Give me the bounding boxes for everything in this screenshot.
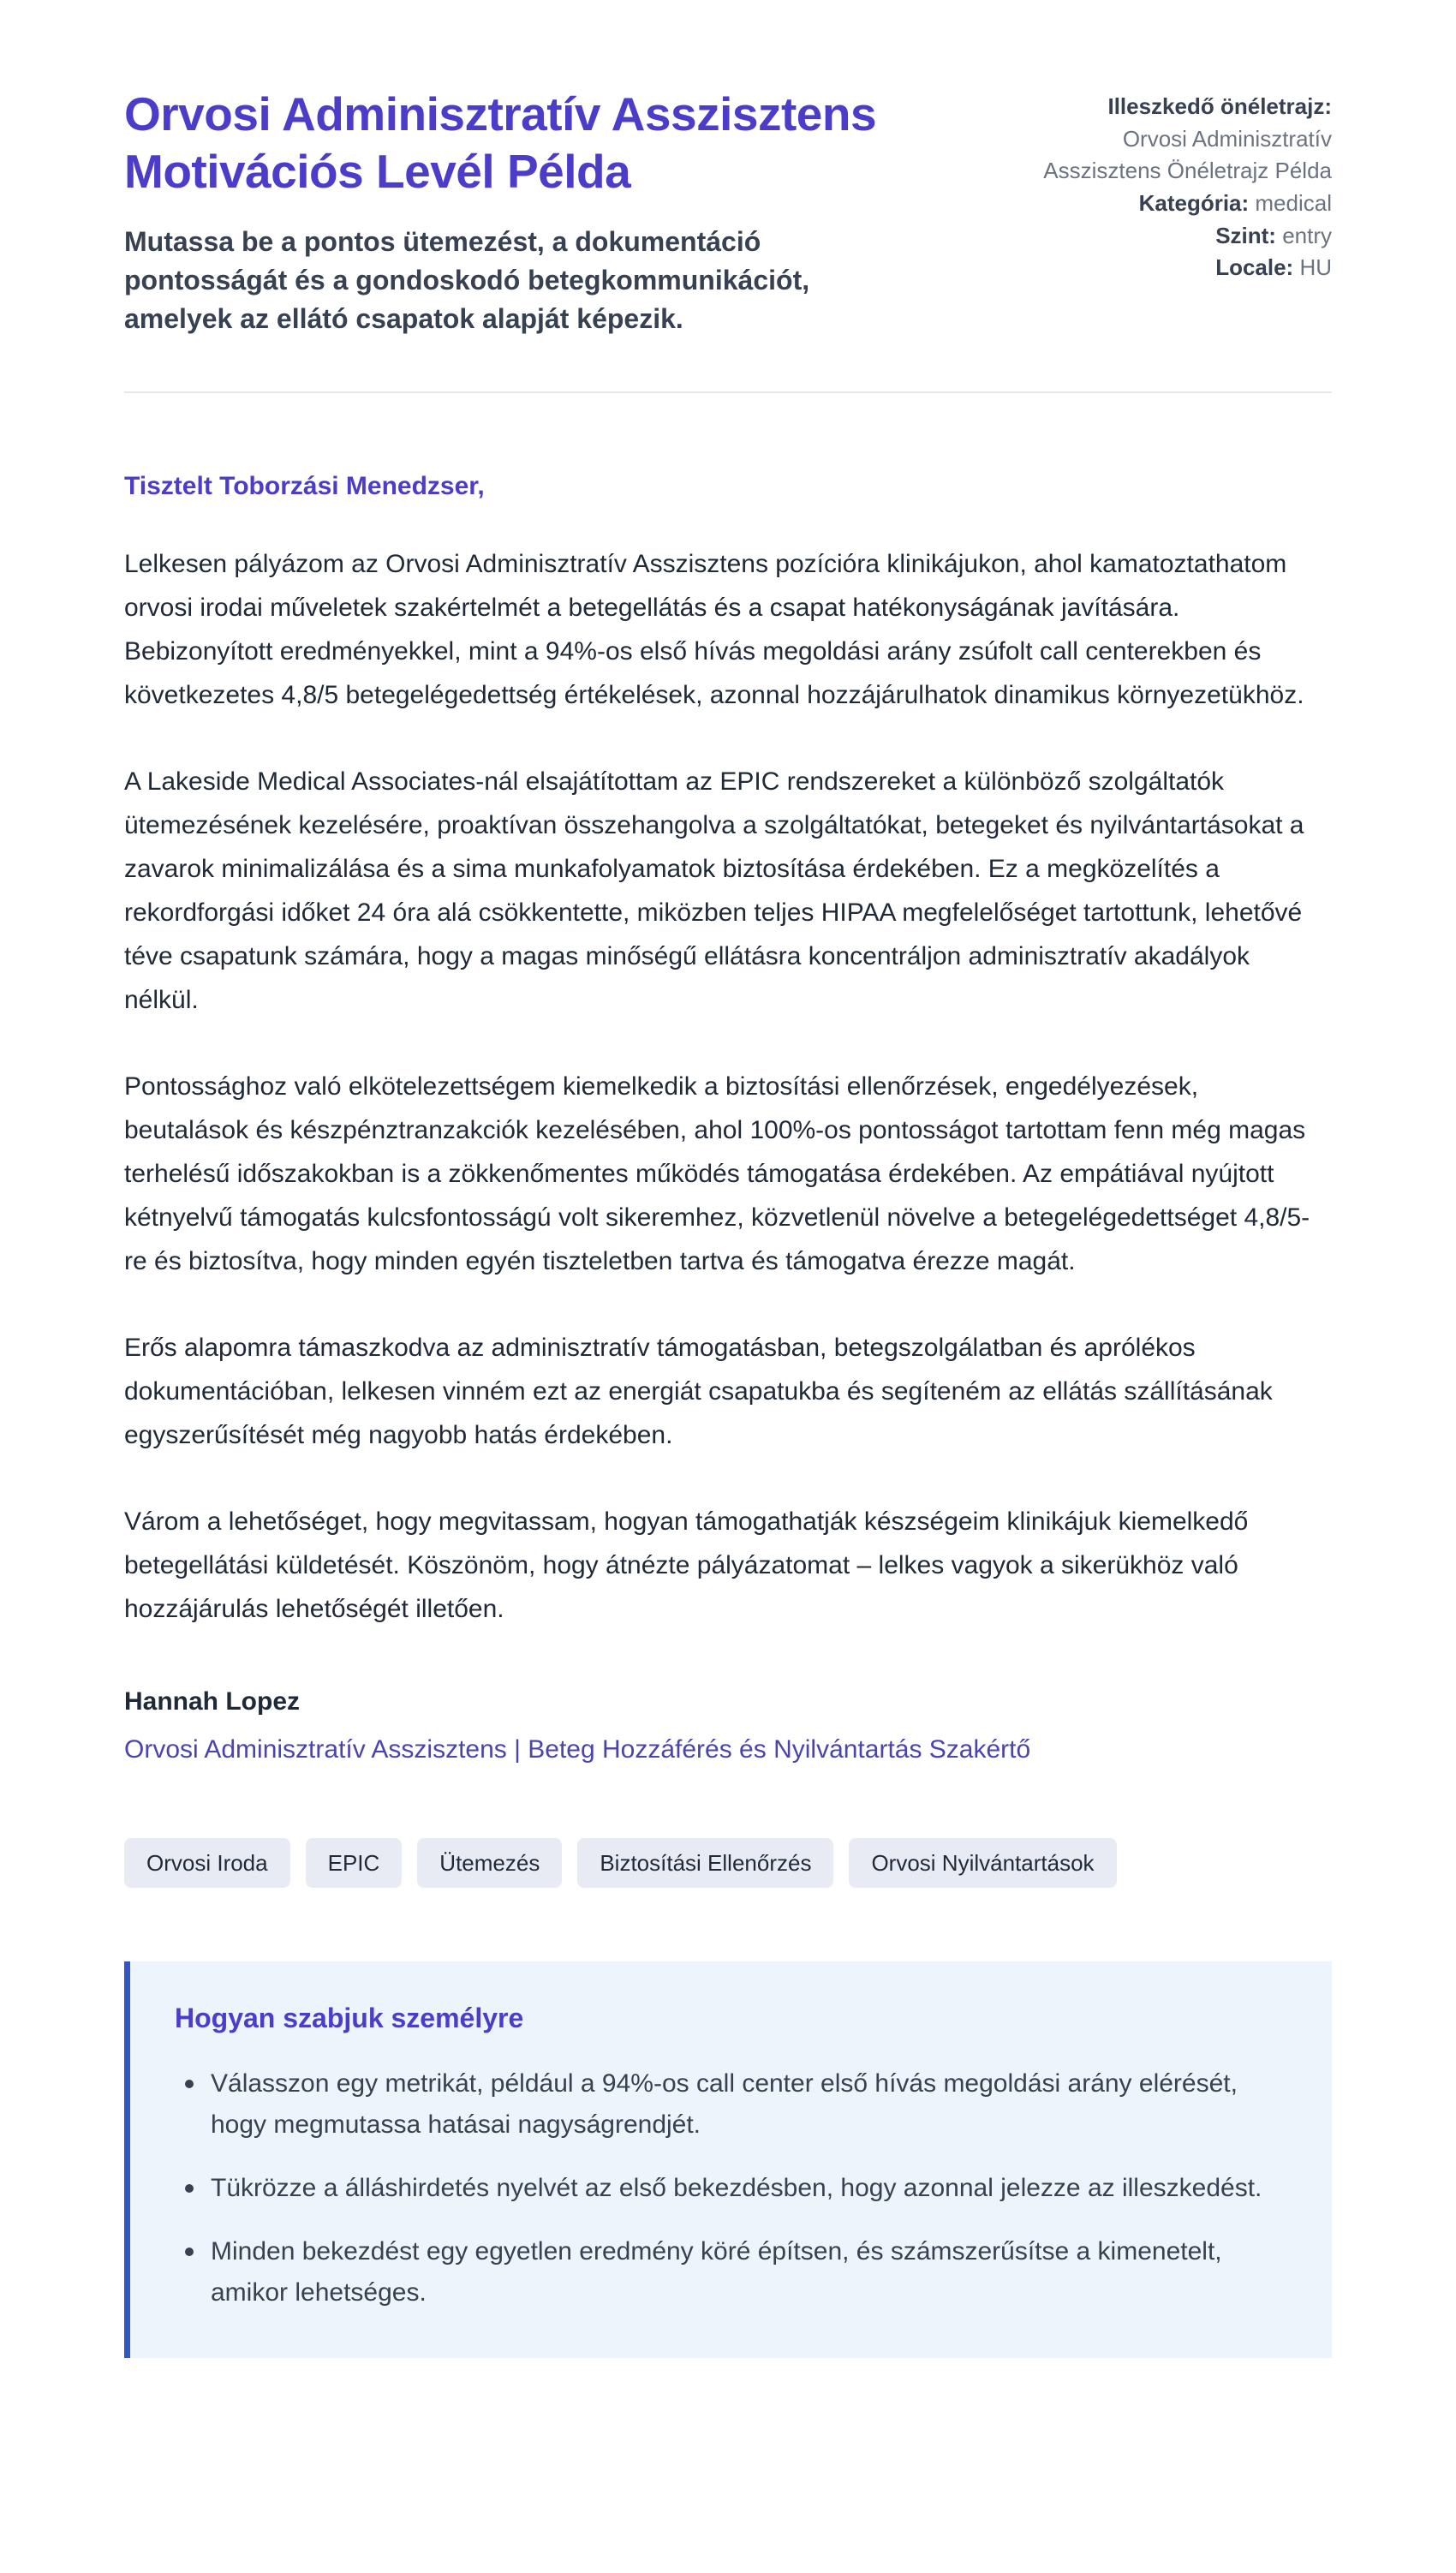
signature-role: Orvosi Adminisztratív Asszisztens | Beteg Hozzáférés és Nyilvántartás Szakértő — [124, 1734, 1031, 1764]
letter-paragraph: Lelkesen pályázom az Orvosi Adminisztratív Asszisztens pozícióra klinikájukon, ahol kamatoztathatom orvosi irodai műveletek szakértelmét a betegellátás és a csapat hatékonyságának javítására. Bebizonyított eredményekkel, mint a 94%-os első hívás megoldási arány zsúfolt call centerekben és következetes 4,8/5 betegelégedettség értékelések, azonnal hozzájárulhatok dinamikus környezetükhöz. — [124, 549, 1304, 709]
tag-chip: Biztosítási Ellenőrzés — [577, 1838, 833, 1888]
meta-row-locale — [1041, 252, 1332, 284]
meta-label: Illeszkedő önéletrajz: — [1107, 93, 1332, 119]
tip-item: Tükrözze a álláshirdetés nyelvét az első bekezdésben, hogy azonnal jelezze az illeszkedést. — [175, 2168, 1262, 2209]
tag-chip: Orvosi Iroda — [124, 1838, 290, 1888]
signature-name: Hannah Lopez — [124, 1686, 301, 1716]
meta-value: HU — [1293, 254, 1332, 281]
meta-row-category — [1041, 188, 1332, 220]
meta-row-level — [1041, 220, 1332, 253]
meta-label: Locale: — [1215, 254, 1294, 281]
meta-value: Orvosi Adminisztratív Asszisztens Önéletrajz Példa — [1043, 125, 1332, 184]
meta-row-matching-resume — [1041, 91, 1332, 188]
meta-label: Kategória: — [1138, 190, 1250, 217]
letter-paragraph: Pontossághoz való elkötelezettségem kiemelkedik a biztosítási ellenőrzések, engedélyezések, beutalások és készpénztranzakciók kezelésében, ahol 100%-os pontosságot tartottam fenn még magas terhelésű időszakokban is a zökkenőmentes működés támogatása érdekében. Az empátiával nyújtott kétnyelvű támogatás kulcsfontosságú volt sikeremhez, közvetlenül növelve a betegelégedettséget 4,8/5-re és biztosítva, hogy minden egyén tiszteletben tartva és támogatva érezze magát. — [124, 1072, 1310, 1275]
meta-panel — [1041, 86, 1332, 284]
page-title: Orvosi Adminisztratív Asszisztens Motivációs Levél Példa — [124, 87, 877, 199]
meta-value: entry — [1275, 222, 1332, 248]
tag-chip: Orvosi Nyilvántartások — [849, 1838, 1116, 1888]
tag-chip: Ütemezés — [417, 1838, 562, 1888]
tag-chip: EPIC — [306, 1838, 403, 1888]
tips-title: Hogyan szabjuk személyre — [175, 2002, 524, 2033]
tips-list — [175, 2063, 1287, 2313]
tip-item: Válasszon egy metrikát, például a 94%-os call center első hívás megoldási arány elérését, hogy megmutassa hatásai nagyságrendjét. — [175, 2063, 1262, 2146]
meta-value: medical — [1249, 190, 1332, 217]
personalization-tips-panel — [124, 1961, 1332, 2358]
cover-letter-body — [124, 472, 1332, 1764]
letter-paragraph: Erős alapomra támaszkodva az adminisztratív támogatásban, betegszolgálatban és aprólékos dokumentációban, lelkesen vinném ezt az energiát csapatukba és segíteném az ellátás szállításának egyszerűsítését még nagyobb hatás érdekében. — [124, 1333, 1273, 1449]
page-header — [124, 86, 1332, 338]
page-subtitle: Mutassa be a pontos ütemezést, a dokumentáció pontosságát és a gondoskodó betegkommunikációt, amelyek az ellátó csapatok alapját képezik. — [124, 226, 810, 334]
letter-paragraph: Várom a lehetőséget, hogy megvitassam, hogyan támogathatják készségeim klinikájuk kiemelkedő betegellátási küldetését. Köszönöm, hogy átnézte pályázatomat – lelkes vagyok a sikerükhöz való hozzájárulás lehetőségét illetően. — [124, 1507, 1249, 1623]
header-title-block — [124, 86, 981, 338]
page-container — [124, 0, 1332, 2405]
meta-label: Szint: — [1215, 222, 1276, 248]
tip-item: Minden bekezdést egy egyetlen eredmény köré építsen, és számszerűsítse a kimenetelt, amikor lehetséges. — [175, 2231, 1262, 2313]
tag-list — [124, 1838, 1332, 1888]
letter-greeting: Tisztelt Toborzási Menedzser, — [124, 471, 485, 500]
letter-paragraph: A Lakeside Medical Associates-nál elsajátítottam az EPIC rendszereket a különböző szolgáltatók ütemezésének kezelésére, proaktívan összehangolva a szolgáltatókat, betegeket és nyilvántartásokat a zavarok minimalizálása és a sima munkafolyamatok biztosítása érdekében. Ez a megközelítés a rekordforgási időket 24 óra alá csökkentette, miközben teljes HIPAA megfelelőséget tartottunk, lehetővé téve csapatunk számára, hogy a magas minőségű ellátásra koncentráljon adminisztratív akadályok nélkül. — [124, 767, 1304, 1014]
header-divider — [124, 391, 1332, 393]
